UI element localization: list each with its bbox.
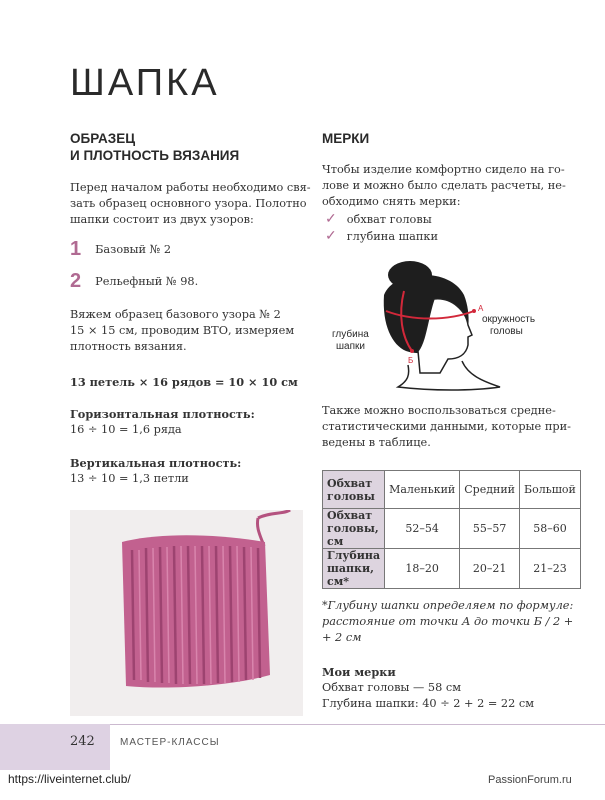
head-measure-diagram <box>322 255 552 395</box>
svg-text:шапки: шапки <box>336 341 365 352</box>
page-title: ШАПКА <box>70 62 220 104</box>
check-item: ✓ глубина шапки <box>325 228 439 244</box>
horizontal-gauge: Горизонтальная плотность: 16 ÷ 10 = 1,6 ряда <box>70 407 255 436</box>
left-intro: Перед началом работы необходимо свя- зать образец основного узора. Полотно шапки состоит из двух узоров: <box>70 181 311 226</box>
pattern-label: Базовый № 2 <box>95 242 172 256</box>
vertical-gauge: Вертикальная плотность: 13 ÷ 10 = 1,3 петли <box>70 456 242 485</box>
formula-note: *Глубину шапки определяем по формуле: расстояние от точки А до точки Б / 2 + + 2 см <box>322 599 574 644</box>
footer-divider <box>110 724 605 725</box>
right-intro: Чтобы изделие комфортно сидело на го- лове и можно было сделать расчеты, не- обходимо снять мерки: <box>322 163 566 208</box>
check-item: ✓ обхват головы <box>325 211 432 227</box>
pattern-label: Рельефный № 98. <box>95 274 199 288</box>
pattern-number: 1 <box>70 238 82 260</box>
page-number: 242 <box>70 734 95 749</box>
svg-text:А: А <box>478 304 484 313</box>
checkmark-icon: ✓ <box>325 228 337 244</box>
my-measurements: Мои мерки Обхват головы — 58 см Глубина шапки: 40 ÷ 2 + 2 = 22 см <box>322 665 535 710</box>
knit-swatch-photo <box>70 510 303 716</box>
left-heading-line-1: ОБРАЗЕЦ <box>70 131 136 146</box>
measure-checklist <box>325 211 438 245</box>
checkmark-icon: ✓ <box>325 211 337 227</box>
watermark-url-right[interactable]: PassionForum.ru <box>488 774 572 786</box>
table-row: Глубина шапки, см* 18–20 20–21 21–23 <box>323 549 581 589</box>
section-label: МАСТЕР-КЛАССЫ <box>120 737 220 748</box>
svg-text:Б: Б <box>408 356 414 365</box>
depth-label: глубина <box>332 329 369 340</box>
table-header-row: Обхват головы Маленький Средний Большой <box>323 471 581 509</box>
sample-text: Вяжем образец базового узора № 2 15 × 15 см, проводим ВТО, измеряем плотность вязания. <box>70 308 295 353</box>
circumference-label: окружность <box>482 314 536 325</box>
left-heading <box>70 130 239 164</box>
watermark-url-left[interactable]: https://liveinternet.club/ <box>8 772 131 786</box>
right-heading: МЕРКИ <box>322 131 370 146</box>
svg-text:головы: головы <box>490 326 523 337</box>
size-table <box>322 470 581 589</box>
table-row: Обхват головы, см 52–54 55–57 58–60 <box>323 509 581 549</box>
gauge-formula: 13 петель × 16 рядов = 10 × 10 см <box>70 375 298 389</box>
table-intro: Также можно воспользоваться средне- статистическими данными, которые при- ведены в таблице. <box>322 404 571 449</box>
pattern-item-1 <box>70 238 171 261</box>
left-heading-line-2: И ПЛОТНОСТЬ ВЯЗАНИЯ <box>70 148 240 163</box>
pattern-number: 2 <box>70 270 82 292</box>
pattern-item-2 <box>70 270 198 293</box>
